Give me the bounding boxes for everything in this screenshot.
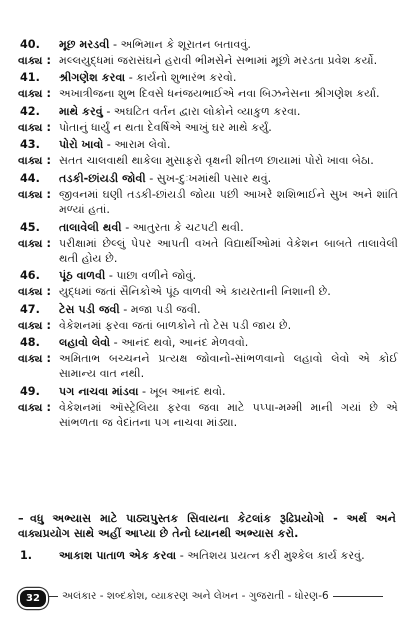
idiom-entry-46 — [18, 268, 398, 299]
idiom-entry-45 — [18, 220, 398, 266]
example-sentence: જીવનમાં ઘણી તડકી-છાંયડી જોયા પછી આખરે શશિભાઈને સુખ અને શાંતિ મળ્યાં હતાં. — [59, 187, 398, 216]
example-sentence: યુદ્ધમાં જતાં સૈનિકોએ પૂંઠ વાળવી એ કાયરતાની નિશાની છે. — [59, 285, 331, 299]
idiom-entry-1 — [18, 545, 398, 563]
idiom-entry-row — [18, 70, 398, 85]
example-sentence-row — [18, 153, 398, 168]
idiom-entry-43 — [18, 137, 398, 168]
idiom-entry-row — [18, 220, 398, 235]
page-footer — [0, 588, 413, 606]
idiom-meaning: - આતુરતા કે ચટપટી થવી. — [121, 220, 244, 234]
idiom-entry-42 — [18, 104, 398, 135]
idiom-entry-47 — [18, 302, 398, 333]
idiom-meaning: - ખૂબ આનંદ થવો. — [138, 384, 226, 398]
idiom-term: ટેસ પડી જવી — [59, 302, 120, 316]
idiom-entry-48 — [18, 335, 398, 381]
sentence-label: વાક્ય : — [18, 120, 51, 134]
example-sentence-row — [18, 284, 398, 299]
idiom-entry-41 — [18, 70, 398, 101]
idiom-meaning: - અતિશય પ્રયત્ન કરી મુશ્કેલ કાર્ય કરવું. — [176, 548, 365, 562]
idiom-number: 40. — [20, 37, 40, 51]
idiom-term: લહાવો લેવો — [59, 336, 111, 350]
idiom-term: પોરો ખાવો — [59, 138, 104, 152]
idiom-definition — [59, 335, 398, 350]
idiom-number: 41. — [20, 71, 40, 85]
study-note — [18, 511, 396, 541]
idiom-number: 42. — [20, 104, 40, 118]
idiom-meaning: - મજા પડી જવી. — [119, 302, 201, 316]
example-sentence: પોતાનું ધાર્યું ન થતા દેવર્ષિએ આખું ઘર માથે કર્યું. — [59, 120, 272, 134]
idiom-number: 47. — [20, 302, 40, 316]
sentence-label: વાક્ય : — [18, 87, 51, 101]
idiom-entry-40 — [18, 37, 398, 68]
example-sentence-row — [18, 351, 398, 381]
idiom-entry-row — [18, 171, 398, 186]
example-sentence: વેકેશનમાં ઑસ્ટ્રેલિયા ફરવા જવા માટે પપ્પા-મમ્મી માની ગયાં છે એ સાંભળતા જ વેદાંતના પગ નાચવા માંડ્યા. — [59, 400, 398, 429]
idiom-number: 45. — [20, 220, 40, 234]
example-sentence-row — [18, 86, 398, 101]
example-sentence: વેકેશનમાં ફરવા જતાં બાળકોને તો ટેસ પડી જાય છે. — [59, 318, 292, 332]
idiom-definition — [59, 104, 398, 119]
sentence-label: વાક્ય : — [18, 53, 51, 67]
sentence-label: વાક્ય : — [18, 352, 51, 366]
idiom-number: 43. — [20, 138, 40, 152]
idiom-number: 49. — [20, 384, 40, 398]
idiom-entry-44 — [18, 171, 398, 217]
idiom-definition — [59, 171, 398, 186]
idiom-meaning: - આનંદ થવો, આનંદ મેળવવો. — [110, 336, 249, 350]
idiom-number: 44. — [20, 171, 40, 185]
footer-book-title: અલંકાર - શબ્દકોશ, વ્યાકરણ અને લેખન - ગુજરાતી - ધોરણ-6 — [58, 589, 333, 604]
idiom-definition — [59, 37, 398, 52]
sentence-label: વાક્ય : — [18, 285, 51, 299]
example-sentence: મલ્લયુદ્ધમાં જરાસંઘને હરાવી ભીમસેને સભામાં મૂછો મરડતા પ્રવેશ કર્યો. — [59, 53, 378, 67]
example-sentence-row — [18, 120, 398, 135]
example-sentence-row — [18, 236, 398, 266]
idiom-meaning: - અભિમાન કે શૂરાતન બતાવવું. — [109, 37, 251, 51]
idiom-entry-row — [18, 104, 398, 119]
idiom-term: મૂછ મરડવી — [59, 37, 110, 51]
idiom-definition — [59, 137, 398, 152]
example-sentence: પરીક્ષામાં છેલ્લું પેપર આપતી વખતે વિદ્યાર્થીઓમાં વેકેશન બાબતે તાલાવેલી થતી હોય છે. — [59, 236, 398, 265]
idiom-definition — [59, 548, 398, 563]
example-sentence-row — [18, 53, 398, 68]
idiom-definition — [59, 384, 398, 399]
idiom-term: તાલાવેલી થવી — [59, 220, 122, 234]
note-dash: – — [18, 512, 24, 525]
idiom-term: આકાશ પાતાળ એક કરવા — [59, 548, 177, 562]
idiom-list — [18, 34, 398, 430]
idiom-meaning: - કાર્યનો શુભારંભ કરવો. — [125, 71, 237, 85]
idiom-term: પગ નાચવા માંડવા — [59, 384, 139, 398]
idiom-entry-row — [18, 302, 398, 317]
idiom-entry-row — [18, 37, 398, 52]
example-sentence-row — [18, 400, 398, 430]
sentence-label: વાક્ય : — [18, 400, 51, 414]
idiom-entry-row — [18, 548, 398, 563]
example-sentence-row — [18, 187, 398, 217]
example-sentence-row — [18, 318, 398, 333]
idiom-number: 46. — [20, 269, 40, 283]
idiom-term: પૂંઠ વાળવી — [59, 269, 106, 283]
idiom-entry-row — [18, 335, 398, 350]
note-text: વધુ અભ્યાસ માટે પાઠ્યપુસ્તક સિવાયના કેટલાંક રૂઢિપ્રયોગો - અર્થ અને વાક્યપ્રયોગ સાથે અહીં આપ્યા છે તેનો ધ્યાનથી અભ્યાસ કરો. — [18, 512, 396, 540]
page-number-badge: 32 — [18, 588, 48, 609]
idiom-term: માથે કરવું — [59, 104, 103, 118]
sentence-label: વાક્ય : — [18, 187, 51, 201]
idiom-definition — [59, 302, 398, 317]
idiom-entry-row — [18, 384, 398, 399]
idiom-meaning: - પાછા વળીને જોવું. — [105, 269, 197, 283]
idiom-number: 48. — [20, 336, 40, 350]
example-sentence: અખાત્રીજના શુભ દિવસે ધનંજયભાઈએ નવા બિઝનેસના શ્રીગણેશ કર્યા. — [59, 87, 380, 101]
idiom-definition — [59, 70, 398, 85]
idiom-term: શ્રીગણેશ કરવા — [59, 71, 126, 85]
example-sentence: સતત ચાલવાથી થાકેલા મુસાફરો વૃક્ષની શીતળ છાયામાં પોરો ખાવા બેઠા. — [59, 154, 374, 168]
idiom-meaning: - આરામ લેવો. — [103, 138, 171, 152]
sentence-label: વાક્ય : — [18, 154, 51, 168]
sentence-label: વાક્ય : — [18, 318, 51, 332]
idiom-meaning: - અઘટિત વર્તન દ્વારા લોકોને વ્યાકુળ કરવા. — [102, 104, 301, 118]
idiom-entry-row — [18, 268, 398, 283]
idiom-entry-row — [18, 137, 398, 152]
idiom-term: તડકી-છાંયડી જોવી — [59, 171, 146, 185]
idiom-definition — [59, 268, 398, 283]
idiom-definition — [59, 220, 398, 235]
idiom-entry-49 — [18, 384, 398, 430]
sentence-label: વાક્ય : — [18, 236, 51, 250]
idiom-meaning: - સુખ-દુઃખમાંથી પસાર થવું. — [145, 171, 272, 185]
example-sentence: અમિતાભ બચ્ચનને પ્રત્યક્ષ જોવાનો-સાંભળવાનો લહાવો લેવો એ કોઈ સામાન્ય વાત નથી. — [59, 352, 398, 381]
idiom-number: 1. — [20, 548, 33, 562]
